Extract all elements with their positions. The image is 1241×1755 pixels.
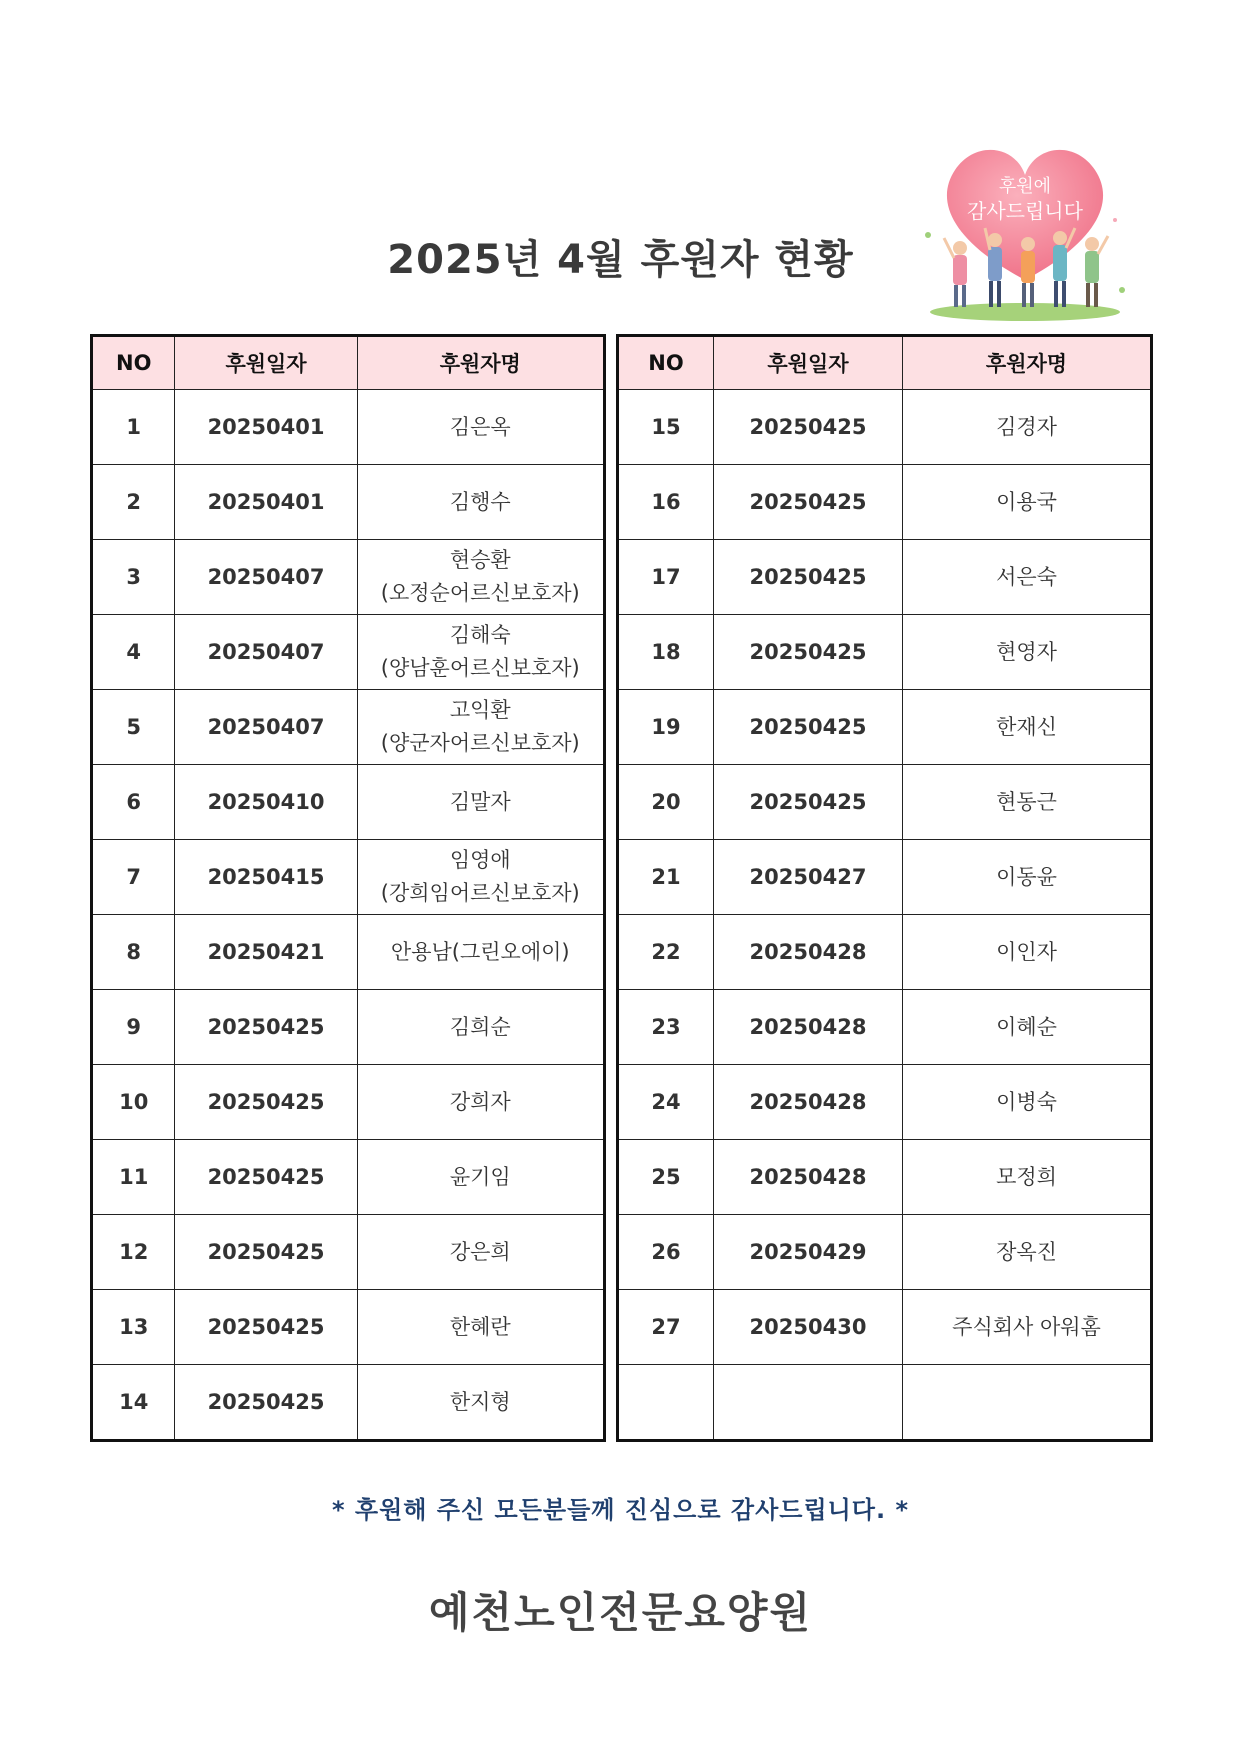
table-row: [618, 1140, 1152, 1215]
row-date: 20250425: [714, 390, 903, 465]
row-date: 20250425: [175, 1065, 357, 1140]
row-date: 20250429: [714, 1215, 903, 1290]
row-no: 16: [618, 465, 714, 540]
row-name-cell: [357, 1215, 604, 1290]
row-name-cell: [357, 1290, 604, 1365]
row-name-cell: [357, 615, 604, 690]
table-row: [92, 465, 605, 540]
row-name-cell: [903, 1365, 1152, 1441]
row-no: 17: [618, 540, 714, 615]
row-date: 20250425: [714, 540, 903, 615]
table-row: [618, 1290, 1152, 1365]
row-name: 주식회사 아워홈: [952, 1314, 1101, 1339]
row-name: 한혜란: [449, 1314, 511, 1339]
row-date: 20250401: [175, 465, 357, 540]
row-name: 이인자: [996, 939, 1057, 964]
row-name: 고익환: [449, 698, 511, 722]
row-name-cell: [903, 840, 1152, 915]
row-name-cell: [903, 915, 1152, 990]
row-no: 15: [618, 390, 714, 465]
heart-people-icon: [910, 140, 1140, 325]
row-date: 20250415: [175, 840, 357, 915]
row-date: 20250428: [714, 990, 903, 1065]
row-date: [714, 1365, 903, 1441]
row-date: 20250425: [714, 690, 903, 765]
thanks-message: * 후원해 주신 모든분들께 진심으로 감사드립니다. *: [331, 1496, 910, 1524]
table-row: [92, 990, 605, 1065]
header-date: 후원일자: [175, 336, 357, 390]
row-name: 윤기임: [449, 1164, 511, 1189]
header-date: 후원일자: [714, 336, 903, 390]
row-name-cell: [357, 390, 604, 465]
table-row: [92, 1290, 605, 1365]
row-no: 21: [618, 840, 714, 915]
row-name: 현영자: [996, 639, 1057, 664]
row-name-cell: [357, 465, 604, 540]
row-name-cell: [903, 390, 1152, 465]
row-no: 7: [92, 840, 175, 915]
row-no: [618, 1365, 714, 1441]
row-date: 20250425: [175, 1290, 357, 1365]
row-name-cell: [903, 1215, 1152, 1290]
row-no: 1: [92, 390, 175, 465]
row-name-cell: [903, 765, 1152, 840]
row-date: 20250425: [714, 465, 903, 540]
table-row: [618, 390, 1152, 465]
row-name-sub: (양남훈어르신보호자): [380, 656, 580, 680]
header-no: NO: [92, 336, 175, 390]
row-date: 20250407: [175, 540, 357, 615]
row-no: 27: [618, 1290, 714, 1365]
row-name-cell: [357, 765, 604, 840]
row-date: 20250430: [714, 1290, 903, 1365]
row-date: 20250425: [175, 990, 357, 1065]
row-date: 20250428: [714, 1065, 903, 1140]
table-row: [618, 690, 1152, 765]
row-name: 이병숙: [996, 1089, 1057, 1114]
table-row: [618, 840, 1152, 915]
row-name: 한재신: [996, 714, 1057, 739]
table-row: [618, 1065, 1152, 1140]
row-name-cell: [357, 690, 604, 765]
row-name-cell: [357, 990, 604, 1065]
row-no: 10: [92, 1065, 175, 1140]
row-name: 김희순: [449, 1014, 511, 1039]
row-name-cell: [357, 840, 604, 915]
row-name-sub: (오정순어르신보호자): [380, 581, 580, 605]
table-row: [92, 690, 605, 765]
row-no: 23: [618, 990, 714, 1065]
row-date: 20250425: [175, 1215, 357, 1290]
row-no: 24: [618, 1065, 714, 1140]
row-no: 26: [618, 1215, 714, 1290]
row-date: 20250428: [714, 915, 903, 990]
donor-table-right: [616, 334, 1153, 1442]
organization-name: 예천노인전문요양원: [428, 1588, 813, 1637]
row-date: 20250427: [714, 840, 903, 915]
row-date: 20250425: [175, 1365, 357, 1441]
row-date: 20250425: [175, 1140, 357, 1215]
row-no: 20: [618, 765, 714, 840]
row-name-cell: [903, 990, 1152, 1065]
row-name: 모정희: [996, 1164, 1057, 1189]
row-name: 김해숙: [449, 623, 511, 647]
row-no: 12: [92, 1215, 175, 1290]
illustration-text-1: 후원에: [998, 176, 1052, 197]
donor-table-left: [90, 334, 606, 1442]
row-date: 20250401: [175, 390, 357, 465]
row-name: 장옥진: [996, 1239, 1057, 1264]
row-name-cell: [903, 1290, 1152, 1365]
header-name: 후원자명: [357, 336, 604, 390]
row-no: 25: [618, 1140, 714, 1215]
row-no: 8: [92, 915, 175, 990]
row-name-cell: [357, 1365, 604, 1441]
row-no: 11: [92, 1140, 175, 1215]
table-row: [618, 990, 1152, 1065]
table-row: [92, 1065, 605, 1140]
row-no: 18: [618, 615, 714, 690]
row-no: 13: [92, 1290, 175, 1365]
table-row: [618, 915, 1152, 990]
row-date: 20250407: [175, 690, 357, 765]
table-row: [92, 765, 605, 840]
table-row: [92, 540, 605, 615]
row-name: 한지형: [449, 1389, 511, 1414]
row-name-cell: [357, 915, 604, 990]
row-name: 김은옥: [449, 414, 511, 439]
table-row: [92, 1365, 605, 1441]
row-no: 2: [92, 465, 175, 540]
row-name: 김경자: [996, 414, 1057, 439]
row-no: 3: [92, 540, 175, 615]
row-date: 20250421: [175, 915, 357, 990]
row-name: 이동윤: [996, 864, 1057, 889]
table-row: [618, 540, 1152, 615]
row-date: 20250407: [175, 615, 357, 690]
row-no: 14: [92, 1365, 175, 1441]
row-name: 이혜순: [996, 1014, 1057, 1039]
row-name: 현승환: [449, 548, 511, 572]
row-name-cell: [903, 690, 1152, 765]
row-no: 4: [92, 615, 175, 690]
row-name: 강희자: [449, 1089, 511, 1114]
row-name-cell: [903, 615, 1152, 690]
row-name-cell: [903, 1065, 1152, 1140]
row-no: 19: [618, 690, 714, 765]
table-row: [92, 840, 605, 915]
row-name: 현동근: [996, 789, 1057, 814]
row-name: 강은희: [449, 1239, 511, 1264]
table-row: [92, 390, 605, 465]
row-no: 9: [92, 990, 175, 1065]
row-name: 안용남(그린오에이): [390, 939, 570, 964]
row-name-sub: (양군자어르신보호자): [380, 731, 580, 755]
table-row: [92, 615, 605, 690]
table-row: [92, 1215, 605, 1290]
row-name-cell: [903, 540, 1152, 615]
row-date: 20250425: [714, 615, 903, 690]
row-name-cell: [357, 1065, 604, 1140]
table-row: [618, 615, 1152, 690]
row-name: 김행수: [449, 489, 511, 514]
row-name-cell: [357, 540, 604, 615]
row-name: 김말자: [449, 789, 511, 814]
row-no: 22: [618, 915, 714, 990]
row-name-cell: [903, 1140, 1152, 1215]
row-name: 이용국: [996, 489, 1057, 514]
header-no: NO: [618, 336, 714, 390]
header-name: 후원자명: [903, 336, 1152, 390]
table-row: [618, 465, 1152, 540]
row-name: 임영애: [449, 848, 511, 872]
row-name: 서은숙: [996, 564, 1057, 589]
row-date: 20250428: [714, 1140, 903, 1215]
row-name-cell: [903, 465, 1152, 540]
table-row: [618, 765, 1152, 840]
row-date: 20250410: [175, 765, 357, 840]
row-no: 5: [92, 690, 175, 765]
page-title: 2025년 4월 후원자 현황: [387, 237, 854, 283]
illustration-text-2: 감사드립니다: [967, 199, 1083, 223]
table-row: [618, 1215, 1152, 1290]
row-date: 20250425: [714, 765, 903, 840]
row-name-sub: (강희임어르신보호자): [380, 881, 580, 905]
table-row: [92, 1140, 605, 1215]
table-row: [92, 915, 605, 990]
table-row: [618, 1365, 1152, 1441]
row-name-cell: [357, 1140, 604, 1215]
row-no: 6: [92, 765, 175, 840]
